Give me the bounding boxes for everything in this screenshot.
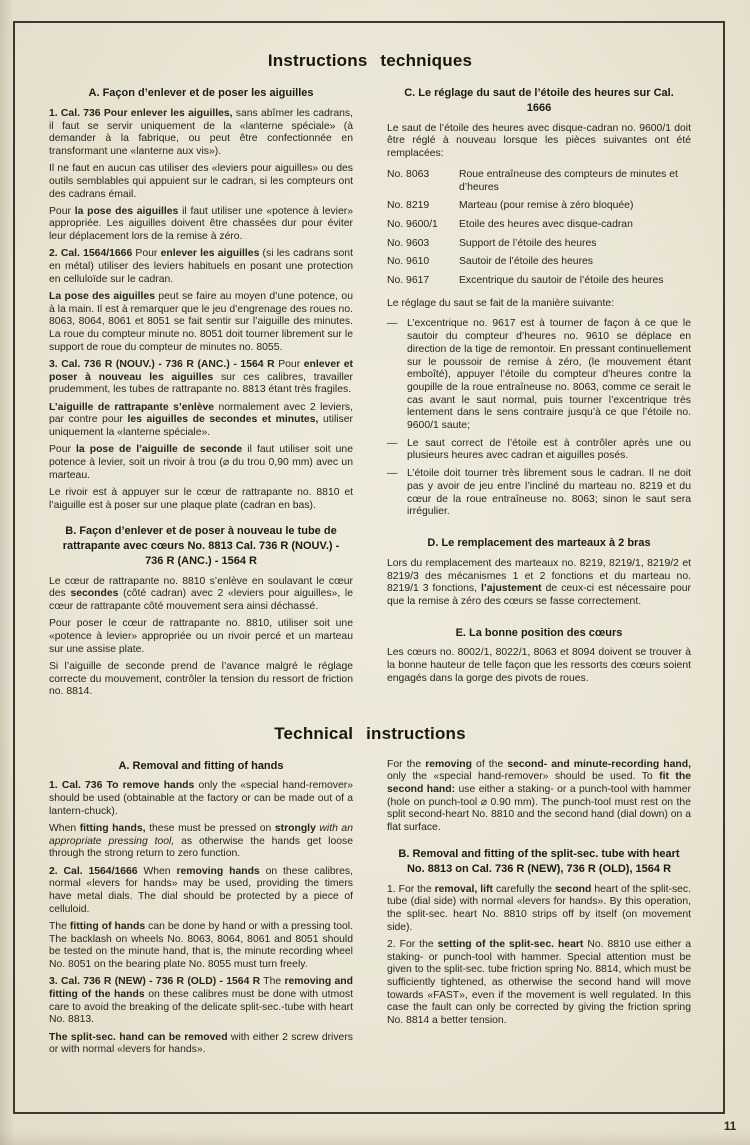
part-description: Etoile des heures avec disque-cadran bbox=[459, 218, 633, 230]
part-row bbox=[387, 219, 691, 232]
heading-section-e-fr: E. La bonne position des cœurs bbox=[455, 626, 623, 639]
part-number: No. 9603 bbox=[387, 237, 430, 249]
paragraph-en-b2: 2. For the setting of the split-sec. heart No. 8810 use either a staking- or punch-tool with hammer. Special attention must be given to the split-sec. tube friction spring No. 8814, which must be sufficiently tightened, as otherwise the second hand will move towards «FAST», even if the movement is well regulated. In this case the fault can only be corrected by giving the friction spring No. 8814 a better tension. bbox=[387, 938, 691, 1027]
paragraph-en-a1: 1. Cal. 736 To remove hands only the «special hand-remover» should be used (obtainable at the factory or can be made out of a lantern-chuck). bbox=[49, 780, 354, 817]
paragraph-fr-a2: Il ne faut en aucun cas utiliser des «leviers pour aiguilles» ou des outils semblables qui appuient sur le cadran, si les compteurs ont des cadrans émail. bbox=[49, 163, 353, 200]
part-number: No. 9610 bbox=[387, 256, 430, 268]
english-left-column bbox=[49, 759, 353, 1062]
part-row bbox=[387, 200, 691, 213]
paragraph-en-a6: The split-sec. hand can be removed with either 2 screw drivers or with normal «levers for hands». bbox=[49, 1031, 353, 1056]
heading-section-a-en: A. Removal and fitting of hands bbox=[118, 759, 284, 772]
page-content bbox=[15, 23, 723, 1062]
dash-bullet: — bbox=[387, 468, 398, 480]
part-number: No. 9617 bbox=[387, 275, 430, 287]
paragraph-fr-d1: Lors du remplacement des marteaux no. 8219, 8219/1, 8219/2 et 8219/3 des mécanismes 1 et 2 fonctions et du marteau no. 8219/1 3 fonctions, l’ajustement de ceux-ci est nécessaire pour que la remise à zéro des cœurs se fasse correctement. bbox=[387, 557, 691, 607]
paragraph-en-a2: When fitting hands, these must be pressed on strongly with an appropriate pressing tool, as otherwise the hands get loose through the strong return to zero function. bbox=[49, 823, 353, 860]
part-description: Roue entraîneuse des compteurs de minutes et d’heures bbox=[459, 168, 678, 193]
english-section-title: Technical instructions bbox=[274, 723, 466, 743]
english-columns bbox=[49, 759, 691, 1062]
english-right-column bbox=[387, 759, 691, 1033]
page-border-frame bbox=[13, 21, 725, 1114]
part-number: No. 9600/1 bbox=[387, 218, 438, 230]
paragraph-fr-a1: 1. Cal. 736 Pour enlever les aiguilles, sans abîmer les cadrans, il faut se servir uniquement de la «lanterne spéciale» (à demander à la fabrique, ou peut être confectionnée en transformant une «lanterne aux vis»). bbox=[49, 107, 353, 157]
dash-bullet: — bbox=[387, 318, 398, 330]
part-description: Sautoir de l’étoile des heures bbox=[459, 256, 594, 268]
paragraph-fr-a7: L’aiguille de rattrapante s’enlève normalement avec 2 leviers, par contre pour les aiguilles de secondes et minutes, utiliser uniquement la «lanterne spéciale». bbox=[49, 401, 353, 439]
paragraph-fr-b1: Le cœur de rattrapante no. 8810 s’enlève en soulavant le cœur des secondes (côté cadran) avec 2 «leviers pour aiguilles», le cœur de rattrapante côté mouvement sera ainsi déchassé. bbox=[49, 575, 353, 613]
paragraph-fr-a9: Le rivoir est à appuyer sur le cœur de rattrapante no. 8810 et l’aiguille est à poser sur une plaque plate (cadran en bas). bbox=[49, 486, 353, 511]
parts-table bbox=[387, 169, 691, 288]
paragraph-fr-a3: Pour la pose des aiguilles il faut utiliser une «potence à levier» appropriée. Les aiguilles doivent être chassées dur pour éviter leur déplacement lors de la remise à zéro. bbox=[49, 205, 353, 243]
paragraph-fr-c-intro: Le saut de l’étoile des heures avec disque-cadran no. 9600/1 doit être réglé à nouveau lorsque les pièces suivantes ont été remplacées: bbox=[387, 122, 691, 160]
part-row bbox=[387, 275, 691, 288]
part-row bbox=[387, 169, 691, 194]
heading-section-d-fr: D. Le remplacement des marteaux à 2 bras bbox=[427, 536, 651, 549]
paragraph-fr-a8: Pour la pose de l’aiguille de seconde il faut utiliser soit une potence à levier, soit un rivoir à trou (⌀ du trou 0,90 mm) avec un marteau. bbox=[49, 444, 353, 481]
bullet-item bbox=[387, 468, 691, 519]
part-number: No. 8063 bbox=[387, 168, 430, 180]
part-description: Support de l’étoile des heures bbox=[459, 237, 597, 249]
french-columns bbox=[49, 86, 691, 704]
heading-section-b-en: B. Removal and fitting of the split-sec. tube with heart No. 8813 on Cal. 736 R (NEW), 736 R (OLD), 1564 R bbox=[398, 847, 680, 875]
paragraph-fr-b2: Pour poser le cœur de rattrapante no. 8810, utiliser soit une «potence à levier» appropriée ou un rivoir percé et un marteau sur une assise plate. bbox=[49, 618, 353, 655]
french-right-column bbox=[387, 86, 691, 690]
paragraph-en-b1: 1. For the removal, lift carefully the second heart of the split-sec. tube (dial side) with normal «levers for hands». By this operation, the split-sec. heart No. 8810 strips off by itself (on movement side). bbox=[387, 883, 692, 933]
bullet-item bbox=[387, 438, 691, 463]
part-description: Marteau (pour remise à zéro bloquée) bbox=[459, 200, 634, 212]
french-section-title: Instructions techniques bbox=[267, 51, 473, 70]
paragraph-en-continuation: For the removing of the second- and minute-recording hand, only the «special hand-remover» should be used. To fit the second hand: use either a staking- or a punch-tool with hammer (hole on punch-tool ⌀ 0.90 mm). The punch-tool must rest on the split second-heart No. 8810 and the second hand (dial down) on a flat surface. bbox=[387, 758, 692, 834]
part-description: Excentrique du sautoir de l’étoile des heures bbox=[459, 275, 664, 287]
heading-section-c-fr: C. Le réglage du saut de l’étoile des heures sur Cal. 1666 bbox=[404, 87, 674, 114]
page-number: 11 bbox=[724, 1121, 737, 1133]
part-row bbox=[387, 238, 691, 251]
heading-section-b-fr: B. Façon d’enlever et de poser à nouveau le tube de rattrapante avec cœurs No. 8813 Cal. 736 R (NOUV.) - 736 R (ANC.) - 1564 R bbox=[62, 525, 340, 567]
paragraph-fr-e1: Les cœurs no. 8002/1, 8022/1, 8063 et 8094 doivent se trouver à la bonne hauteur de telle façon que les ressorts des cœurs soient engagés dans la gorge des pivots de roues. bbox=[387, 647, 691, 684]
bullet-text: L’étoile doit tourner très librement sous le cadran. Il ne doit pas y avoir de jeu entre l’incliné du marteau no. 8219 et du cœur de la roue entraîneuse no. 8063; sinon le saut sera irrégulier. bbox=[407, 468, 691, 518]
part-number: No. 8219 bbox=[387, 200, 430, 212]
paragraph-fr-a4: 2. Cal. 1564/1666 Pour enlever les aiguilles (si les cadrans sont en métal) utiliser des leviers habituels en posant une protection en celluloïde sur le cadran. bbox=[49, 248, 353, 285]
french-left-column bbox=[49, 86, 353, 704]
heading-section-a-fr: A. Façon d’enlever et de poser les aiguilles bbox=[88, 87, 314, 99]
bullet-text: L’excentrique no. 9617 est à tourner de façon à ce que le sautoir du compteur d’heures no. 9610 se déplace en direction de la tige de remontoir. En pressant continuellement sur le poussoir de remise à zéro, (le mouvement étant emboîté), appuyer l’étoile du compteur d’heures contre la goupille de la roue entraîneuse no. 8063, comme ce serait le cas avant le saut normal, puis tourner l’excentrique très lentement dans le sens contraire jusqu’à ce que l’étoile no. 9600/1 saute; bbox=[407, 318, 691, 432]
paragraph-fr-b3: Si l’aiguille de seconde prend de l’avance malgré le réglage correcte du mouvement, contrôler la tension du ressort de friction no. 8814. bbox=[49, 660, 353, 698]
paragraph-fr-a5: La pose des aiguilles peut se faire au moyen d’une potence, ou à la main. Il est à remarquer que le jeu d’engrenage des roues no. 8063, 8064, 8061 et 8051 se fait sentir sur l’aiguille des minutes. La roue du compteur minute no. 8051 doit tourner librement sur le support de roue du compteur de minutes no. 8055. bbox=[49, 290, 353, 353]
paragraph-fr-c-procedure: Le réglage du saut se fait de la manière suivante: bbox=[387, 297, 615, 309]
paragraph-en-a4: The fitting of hands can be done by hand or with a pressing tool. The backlash on wheels No. 8063, 8064, 8061 and 8051 should be tested on the minute hand, that is, the minute recording wheel No. 8051 on the bearing plate No. 8055 must turn freely. bbox=[49, 920, 354, 971]
paragraph-fr-a6: 3. Cal. 736 R (NOUV.) - 736 R (ANC.) - 1564 R Pour enlever et poser à nouveau les aiguilles sur ces calibres, travailler prudemment, les tubes de rattrapante no. 8813 étant très fragiles. bbox=[49, 359, 354, 396]
bullet-text: Le saut correct de l’étoile est à contrôler après une ou plusieurs heures avec cadran et aiguilles posés. bbox=[407, 437, 691, 462]
paragraph-en-a3: 2. Cal. 1564/1666 When removing hands on these calibres, normal «levers for hands» may be used, providing the timers have metal dials. The dial should be protected by a piece of celluloid. bbox=[49, 865, 353, 915]
paragraph-en-a5: 3. Cal. 736 R (NEW) - 736 R (OLD) - 1564 R The removing and fitting of the hands on these calibres must be done with utmost care to avoid the breaking of the delicate split-sec.-tube with heart No. 8813. bbox=[49, 976, 353, 1026]
part-row bbox=[387, 256, 691, 269]
bullet-item bbox=[387, 318, 691, 432]
dash-bullet: — bbox=[387, 437, 398, 449]
